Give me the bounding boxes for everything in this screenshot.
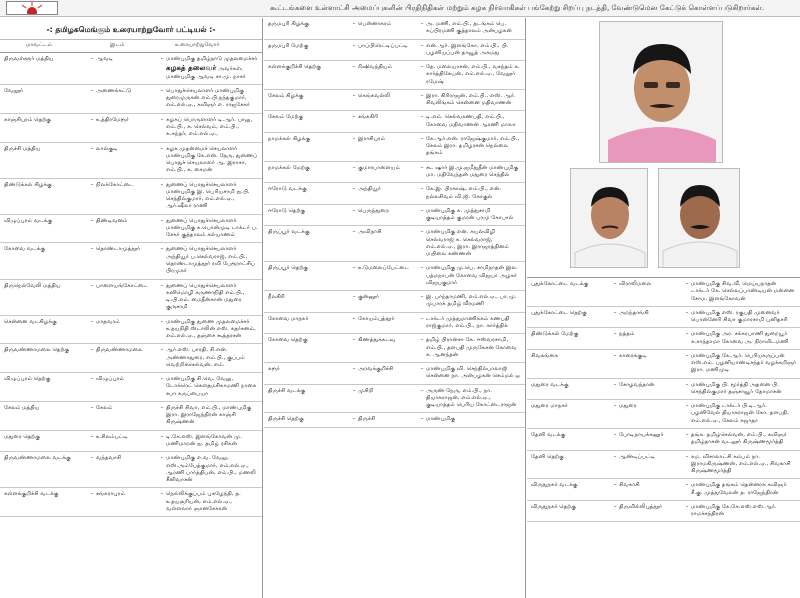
district-name: தருமபுரி கிழக்கு xyxy=(268,21,309,27)
place-name: விராலிமலை xyxy=(619,281,652,287)
district-name: திருவள்ளூர் மத்திய xyxy=(4,56,54,63)
separator-dash: – xyxy=(613,281,617,287)
place-name: போடிநாயக்கனூர் xyxy=(619,431,664,438)
separator-dash: – xyxy=(160,347,164,354)
separator-dash: – xyxy=(613,482,617,489)
table-row xyxy=(0,402,262,431)
separator-dash: – xyxy=(685,431,689,438)
table-header xyxy=(0,40,262,53)
separator-dash: – xyxy=(420,265,424,272)
speaker-names: கழகப் பொருளாளர் டி.ஆர். பாலு, எம்.பி., க. செல்வம், எம்.பி., க.சுந்தர், எம்.எல்.ஏ., xyxy=(166,116,253,138)
place-name: அறந்தாங்கி xyxy=(619,309,649,316)
separator-dash: – xyxy=(90,455,94,462)
speaker-names: திருச்சி சிவா, எம்.பி., மாண்புமிகு இரா. இராஜேந்திரன் காஞ்சி கிருஷ்ணன் xyxy=(166,404,252,426)
district-name: திருவண்ணாமலை வடக்கு xyxy=(4,455,71,462)
table-row xyxy=(527,328,800,350)
separator-dash: – xyxy=(352,207,356,214)
place-name: இராசிபுரம் xyxy=(358,135,386,142)
place-name: திருவில்லிபுத்தூர் xyxy=(619,503,663,510)
district-name: திருச்சி மத்திய xyxy=(4,145,41,152)
place-name: காரைக்குடி xyxy=(619,352,647,359)
district-name: காஞ்சிபுரம் தெற்கு xyxy=(4,116,51,123)
table-row xyxy=(0,243,262,279)
separator-dash: – xyxy=(160,181,164,188)
district-name: நாமக்கல் மேற்கு xyxy=(268,164,310,171)
separator-dash: – xyxy=(685,503,689,510)
separator-dash: – xyxy=(613,431,617,438)
district-name: திருச்சி வடக்கு xyxy=(268,387,306,394)
separator-dash: – xyxy=(420,294,424,301)
speaker-names: நெல்லிக்குப்பம் புகழேந்தி, த. உதயசூரியன், எம்.எல்.ஏ., வள்ளலார் ஞானசேகரன் xyxy=(166,491,241,512)
place-name: வந்தவாசி xyxy=(96,455,122,462)
speaker-names: டாக்டர் முத்துமாணிக்கம் கணபதி ராஜ்குமார், எம்.பி., நா. கார்த்திக் xyxy=(426,315,510,329)
place-name: அரவக்குறிச்சி xyxy=(358,366,394,373)
place-name: சங்ககிரி xyxy=(358,114,379,121)
place-name: திண்டிவனம் xyxy=(96,217,128,224)
col2-rows xyxy=(264,18,525,428)
place-name: உடுமலைப்பேட்டை xyxy=(358,265,409,272)
speaker-names: துணைப் பொதுச்செயலாளர் அந்தியூர் ப.செல்வராஜ், எம்.பி., தொண்டாமுத்தூர் ரவி பேரூராட்சிப் பிரமுகர் xyxy=(166,246,256,275)
place-name: அவிநாசி xyxy=(358,229,382,236)
table-row xyxy=(264,40,525,62)
place-name: சோழவந்தான் xyxy=(619,381,655,388)
separator-dash: – xyxy=(352,42,356,49)
table-row xyxy=(0,215,262,244)
district-name: திண்டுக்கல் கிழக்கு xyxy=(4,181,52,188)
separator-dash: – xyxy=(352,366,356,373)
table-row xyxy=(527,278,800,307)
district-name: நாமக்கல் கிழக்கு xyxy=(268,135,311,142)
place-name: அந்தியூர் xyxy=(358,186,381,193)
place-name: சங்கராபுரம் xyxy=(96,491,125,498)
separator-dash: – xyxy=(160,433,164,440)
district-name: மதுரை வடக்கு xyxy=(531,381,569,388)
separator-dash: – xyxy=(685,352,689,359)
table-row xyxy=(527,307,800,329)
speaker-names: மாண்புமிகு பி. மூர்த்தி அதனை பி. செந்தில்குமார் தஞ்சாவூர் தோமாசன் xyxy=(691,381,782,395)
separator-dash: – xyxy=(352,64,356,71)
separator-dash: – xyxy=(90,491,94,498)
speaker-names: மாண்புமிகு தங்கம் தென்னரசு கவிஞர் சீ.கு. முத்துவேலன் த. ராஜேந்திரன் xyxy=(691,482,787,496)
district-name: தேனி வடக்கு xyxy=(531,431,566,438)
separator-dash: – xyxy=(160,145,164,152)
speaker-names: ஆர்.எஸ். பாரதி, சி.என். அண்ணாதுரை, எம்.பி., குப்பம் வெற்றிச்செல்வன், எம். xyxy=(166,347,245,368)
place-name: அணைக்கட்டு xyxy=(96,87,132,94)
speaker-names: டி.கே.எஸ். இளங்கோவன் மு. மணிமாறன் ஐ. தமிழ் ரசிகன் xyxy=(166,433,242,448)
speaker-names: தங்க. தமிழ்செல்வன், எம்.பி., கவிஞர் தமிழ்தாசன் வடலூர் கிருஷ்ணமூர்த்தி xyxy=(691,431,787,446)
separator-dash: – xyxy=(420,337,424,344)
speaker-names: துணைப் பொதுச்செயலாளர் மாண்புமிகு க.பொன்முடி டாக்டர் ப. சேகர் குத்தாலம் கல்யாணம் xyxy=(166,217,258,239)
banner-text: கூட்டங்களை உள்ளாட்சி அமைப்புகளின் பிரதிநிதிகள் மற்றும் கழக நிர்வாகிகள் பங்கேற்று சிறப்பு நடத்தி, வேண்டுமென கேட்டுக் கொள்ளப்படுகிறார்கள். xyxy=(270,3,765,12)
table-row xyxy=(0,85,262,114)
place-name: கெங்கவல்லி xyxy=(358,92,391,99)
header-district: மாவட்டம் xyxy=(26,41,53,48)
district-name: புதுக்கோட்டை வடக்கு xyxy=(531,281,589,287)
separator-dash: – xyxy=(420,21,424,27)
speaker-names: தமிழ் பிரான்சா கே. ஈஸ்வரசாமி, எம்.பி., தளபதி முருகேசன் கோவை க. ஆனந்தன் xyxy=(426,337,517,358)
table-row xyxy=(264,205,525,227)
separator-dash: – xyxy=(685,403,689,410)
district-name: சிவகங்கை xyxy=(531,352,559,359)
table-row xyxy=(264,291,525,313)
table-row xyxy=(0,452,262,488)
district-name: கோவை தெற்கு xyxy=(268,337,308,344)
separator-dash: – xyxy=(160,56,164,63)
separator-dash: – xyxy=(352,92,356,99)
col1-rows xyxy=(0,53,262,517)
speakers-column-1 xyxy=(0,18,263,598)
district-name: கள்ளக்குறிச்சி வடக்கு xyxy=(4,491,59,498)
speaker-names: மாண்புமிகு xyxy=(426,416,456,423)
district-name: திருப்பூர் வடக்கு xyxy=(268,229,310,236)
sun-emblem-icon xyxy=(7,2,57,14)
speaker-names: இ. பாந்தாமணி, எம்.எல்.ஏ., பா.மு. முபாரக் தமிழ் வீரமணி xyxy=(426,294,517,308)
speaker-names: மாண்புமிகு கே.கே.எஸ்.எஸ்.ஆர். ராமச்சந்திரன் xyxy=(691,503,777,518)
speaker-names: அருண் நேரு, எம்.பி., நா. தியாகராஜன், எம்.எல்.ஏ., குடியாத்தம் பெரிய கோட்டைராஜன் xyxy=(426,387,517,409)
separator-dash: – xyxy=(420,315,424,322)
place-name: நத்தம் xyxy=(619,331,635,338)
place-name: மாதவரம் xyxy=(96,318,120,325)
speaker-names: இரா. கிரிராஜன், எம்.பி., எஸ். ஆர். சிவலிங்கம் சென்னை மதிவாணன் xyxy=(426,92,516,107)
separator-dash: – xyxy=(613,381,617,388)
district-name: கோவை வடக்கு xyxy=(4,246,46,253)
district-name: திருவண்ணாமலை தெற்கு xyxy=(4,347,70,354)
separator-dash: – xyxy=(420,229,424,236)
separator-dash: – xyxy=(352,315,356,322)
speaker-names: மாண்புமிகு எ.வ. வேலு, எஸ்.அம்பேத்குமார், எம்.எல்.ஏ., ஆரணி பார்த்திபன், எம்.பி., மணலி சீனிவாசன் xyxy=(166,455,256,484)
separator-dash: – xyxy=(90,347,94,354)
district-name: ஈரோடு வடக்கு xyxy=(268,186,307,193)
speaker-names: பொதுச்செயலாளர் மாண்புமிகு துரைமுருகன் எம்.பி.நந்தகுமார், எம்.எல்.ஏ., கவிஞர் எ. ராஜசேகர் xyxy=(166,87,250,109)
separator-dash: – xyxy=(160,455,164,462)
separator-dash: – xyxy=(685,381,689,388)
place-name: குன்னூர் xyxy=(358,294,379,301)
place-name: கிணத்துக்கடவு xyxy=(358,337,396,344)
separator-dash: – xyxy=(613,453,617,460)
separator-dash: – xyxy=(613,503,617,510)
separator-dash: – xyxy=(420,114,424,121)
speaker-names: கம. விசாலாட்சி கம்பம் நா. இராமகிருஷ்ணன், எம்.எல்.ஏ., சிவகாசி கிருஷ்ணமூர்த்தி xyxy=(691,453,791,475)
district-name: சேலம் கிழக்கு xyxy=(268,92,304,99)
place-name: ஆவடி xyxy=(96,56,113,63)
speaker-names: கூ. ஷார் இ.மு.ஜமீதுதீன் மாண்புமிகு மா. மதிவேந்தன் மதுரை செந்தில் xyxy=(426,164,519,178)
separator-dash: – xyxy=(685,453,689,460)
district-name: விழுப்புரம் வடக்கு xyxy=(4,217,53,224)
speaker-names: மாண்புமிகு கே.ஆர். பெரியகருப்பன் எஸ்.எம். பழனியாண்டிசந்தர் வழக்கறிஞர் இரா. மணிமுடி xyxy=(691,352,797,374)
table-row xyxy=(0,373,262,402)
speaker-names: மாண்புமிகு துணை முதலமைச்சர் உதயநிதி ஸ்டாலின் எஸ். சுதர்சனம், எம்.எல்.ஏ., தஞ்சை கூத்தரசன் xyxy=(166,318,256,340)
separator-dash: – xyxy=(90,246,94,253)
table-row xyxy=(527,429,800,451)
separator-dash: – xyxy=(90,116,94,123)
speaker-names: என்.ஆர். இளங்கோ, எம்.பி., பி. பழனியப்பன் தாவூத் அகமது xyxy=(426,42,509,56)
table-row xyxy=(264,226,525,262)
separator-dash: – xyxy=(352,337,356,344)
separator-dash: – xyxy=(613,309,617,316)
district-name: சென்னை வடகிழக்கு xyxy=(4,318,57,325)
speaker-names: மாண்புமிகு சு. முத்துசாமி குடியாத்தம் குமரன் பரமு கோபால் xyxy=(426,207,514,222)
district-name: மதுரை தெற்கு xyxy=(4,433,41,440)
district-name: விருதுநகர் வடக்கு xyxy=(531,482,578,489)
separator-dash: – xyxy=(160,87,164,94)
table-row xyxy=(264,413,525,427)
place-name: உசிலம்பட்டி xyxy=(96,433,128,440)
speaker-names: மாண்புமிகு வி. செந்தில்பாலாஜி சென்னை நா. அன்பழகன் செம்மல் ஒ xyxy=(426,366,521,380)
speaker-names: மாண்புமிகு மு.பெ. சாமிநாதன் இல. பத்மநாபன் கோவை விஜயா அழகர் விஜயகுமார் xyxy=(426,265,518,286)
separator-dash: – xyxy=(420,366,424,373)
list-title: -: தமிழகமெங்கும் உரையாற்றுவோர் பட்டியல் :- xyxy=(0,18,262,40)
place-name: மதுரை xyxy=(619,403,637,410)
separator-dash: – xyxy=(160,404,164,411)
separator-dash: – xyxy=(160,318,164,325)
separator-dash: – xyxy=(90,318,94,325)
table-row xyxy=(0,53,262,85)
district-name: கரூர் xyxy=(268,366,280,373)
separator-dash: – xyxy=(90,433,94,440)
place-name: பென்னாகரம் xyxy=(358,21,392,27)
speaker-names: மாண்புமிகு டாக்டர் பி.டி.ஆர். பழனிவேல் தியாகராஜன் கோ. தளபதி, எம்.எல்.ஏ., சேலம் சுஜாதா xyxy=(691,403,789,424)
district-name: திண்டுக்கல் மேற்கு xyxy=(531,331,579,338)
header-place: இடம் xyxy=(110,41,125,48)
separator-dash: – xyxy=(685,482,689,489)
separator-dash: – xyxy=(352,135,356,142)
separator-dash: – xyxy=(90,56,94,63)
table-row xyxy=(0,179,262,215)
speaker-names: கே.ஆர்.என். ராஜேஷ்குமார், எம்.பி., சேலம் இரா. தமிழரசன் நெல்லை தங்கம் xyxy=(426,135,520,157)
table-row xyxy=(527,451,800,480)
table-row xyxy=(264,385,525,414)
separator-dash: – xyxy=(420,164,424,171)
table-row xyxy=(527,350,800,379)
top-banner xyxy=(0,0,800,17)
table-row xyxy=(0,143,262,179)
place-name: விழுப்புரம் xyxy=(96,376,125,383)
place-name: லால்குடி xyxy=(96,145,118,152)
separator-dash: – xyxy=(90,145,94,152)
table-row xyxy=(264,111,525,133)
separator-dash: – xyxy=(685,309,689,316)
table-row xyxy=(0,280,262,316)
speaker-names: மாண்புமிகு சி.வெ. வேலு, டோக்ரெட் கௌதமசிகாமணி நாகை சபா கருப்பையா xyxy=(166,376,257,397)
table-row xyxy=(527,400,800,429)
speaker-names: மாண்புமிகு எஸ். ரகுபதி முனைவர் பொன்னேரி சிவா குமாரசாமி புனிதசரி xyxy=(691,309,788,324)
separator-dash: – xyxy=(352,294,356,301)
leaders-photo-area xyxy=(527,18,800,278)
district-name: விருதுநகர் தெற்கு xyxy=(531,503,577,510)
separator-dash: – xyxy=(613,403,617,410)
separator-dash: – xyxy=(90,404,94,411)
place-name: முசிறி xyxy=(358,387,374,394)
separator-dash: – xyxy=(160,217,164,224)
table-row xyxy=(0,431,262,453)
table-row xyxy=(264,262,525,291)
leader-portrait-main xyxy=(599,21,723,163)
separator-dash: – xyxy=(90,181,94,188)
separator-dash: – xyxy=(352,387,356,394)
separator-dash: – xyxy=(352,229,356,236)
leader-portrait-left xyxy=(570,168,648,268)
separator-dash: – xyxy=(420,207,424,214)
separator-dash: – xyxy=(420,64,424,71)
separator-dash: – xyxy=(685,281,689,287)
speaker-names: கே.இ. பிரகாஷ், எம்.பி., என். நல்லசிவம் வி.ஜி. கோகுல் xyxy=(426,186,502,200)
place-name: திருச்சி xyxy=(358,416,376,423)
separator-dash: – xyxy=(160,246,164,253)
separator-dash: – xyxy=(613,331,617,338)
district-name: கோவை மாநகர் xyxy=(268,315,309,322)
header-speakers: உரையாற்றுவோர் xyxy=(175,41,220,48)
district-name: தருமபுரி மேற்கு xyxy=(268,42,309,49)
speaker-names: கழக முதன்மைச் செயலாளர் மாண்புமிகு கே.என். நேரு, துணைப் பொதுச் செயலாளர் ஆ. இராசா, எம்.பி., க. சைமன் xyxy=(166,145,258,174)
speaker-names: அ. மணி, எம்.பி., தடங்கம் பெ. சுப்பிரமணி குத்தாலம் அன்பழகன் xyxy=(426,21,512,35)
separator-dash: – xyxy=(90,217,94,224)
leader-portrait-right xyxy=(658,168,740,268)
place-name: திருவண்ணாமலை xyxy=(96,347,143,354)
separator-dash: – xyxy=(420,416,424,423)
table-row xyxy=(0,316,262,345)
speakers-column-3 xyxy=(527,18,800,598)
separator-dash: – xyxy=(160,116,164,123)
separator-dash: – xyxy=(420,186,424,193)
separator-dash: – xyxy=(352,416,356,423)
place-name: சிவகாசி xyxy=(619,482,640,489)
place-name: பெருந்துறை xyxy=(358,207,390,214)
separator-dash: – xyxy=(90,376,94,383)
separator-dash: – xyxy=(352,164,356,171)
table-row xyxy=(0,114,262,143)
table-row xyxy=(264,183,525,205)
district-name: நீலகிரி xyxy=(268,294,285,301)
table-row xyxy=(264,313,525,335)
district-name: மதுரை மாநகர் xyxy=(531,403,568,410)
district-name: கள்ளக்குறிச்சி தெற்கு xyxy=(268,64,322,71)
place-name: நிலக்கோட்டை xyxy=(96,181,134,188)
separator-dash: – xyxy=(352,186,356,193)
party-logo xyxy=(6,1,58,15)
place-name: ரிஷிவந்தியம் xyxy=(358,64,393,71)
place-name: கோயம்புத்தூர் xyxy=(358,315,395,322)
place-name: தொண்டாமுத்தூர் xyxy=(96,246,141,253)
table-row xyxy=(0,344,262,373)
table-row xyxy=(527,379,800,401)
district-name: திருச்சி தெற்கு xyxy=(268,416,304,423)
district-name: விழுப்புரம் தெற்கு xyxy=(4,376,51,383)
district-name: சேலம் மேற்கு xyxy=(268,114,304,121)
table-row xyxy=(264,18,525,40)
table-row xyxy=(264,162,525,184)
speaker-prefix: மாண்புமிகு தமிழ்நாடு முதலமைச்சர் xyxy=(166,56,258,63)
separator-dash: – xyxy=(685,331,689,338)
district-name: புதுக்கோட்டை தெற்கு xyxy=(531,309,587,316)
speaker-names: மாண்புமிகு என். கயல்விழி செல்வராஜ் க. செல்வராஜ், எம்.எல்.ஏ., இரா. இராஜரத்தினம் மயிலை கண்ணன் xyxy=(426,229,509,258)
district-name: வேலூர் xyxy=(4,87,24,94)
separator-dash: – xyxy=(160,491,164,498)
district-name: சேலம் மத்திய xyxy=(4,404,40,411)
speaker-names: மாண்புமிகு அர. சக்கரபாணி துறையூர் சு.சாந்தாமா கோவை அ. நிராவிடமணி xyxy=(691,331,789,345)
table-row xyxy=(527,479,800,501)
table-row xyxy=(264,363,525,385)
place-name: பாப்பிரெட்டிப்பட்டி xyxy=(358,42,408,49)
separator-dash: – xyxy=(90,87,94,94)
table-row xyxy=(264,61,525,90)
separator-dash: – xyxy=(420,92,424,99)
district-name: தேனி தெற்கு xyxy=(531,453,564,460)
district-name: திருநெல்வேலி மத்திய xyxy=(4,282,61,289)
separator-dash: – xyxy=(90,282,94,289)
district-name: திருப்பூர் தெற்கு xyxy=(268,265,309,272)
speaker-highlight: கழகத் தலைவர் xyxy=(166,63,217,73)
place-name: சேலம் xyxy=(96,404,113,411)
speaker-names: துணைப் பொதுச்செயலாளர் கனிமொழி கருணாநிதி எம்.பி., டி.பி.எம். மைதீன்கான் மதுரை குருசாமி xyxy=(166,282,245,311)
separator-dash: – xyxy=(160,282,164,289)
district-name: ஈரோடு தெற்கு xyxy=(268,207,306,214)
separator-dash: – xyxy=(352,114,356,121)
table-row xyxy=(264,133,525,162)
table-row xyxy=(264,90,525,112)
separator-dash: – xyxy=(420,42,424,49)
col3-rows xyxy=(527,278,800,522)
speaker-names: தே. மலையரசன், எம்.பி., வசந்தம் க. கார்த்திகேயன், எம்.எல்.ஏ., வேலூர் ரமேஷ் xyxy=(426,64,520,85)
speaker-names xyxy=(166,56,258,81)
table-row xyxy=(527,501,800,523)
separator-dash: – xyxy=(420,387,424,394)
separator-dash: – xyxy=(352,21,356,27)
speakers-column-2 xyxy=(264,18,526,598)
speaker-names: டி.எம். செல்வகணபதி, எம்.பி., கோவை மதிவாணன் ஆரணி மாலா xyxy=(426,114,516,128)
speaker-suffix: அவர்கள், மாண்புமிகு ஆவடி சா.மு. நாசர் xyxy=(166,66,246,80)
separator-dash: – xyxy=(160,376,164,383)
place-name: உத்திரமேரூர் xyxy=(96,116,129,123)
speaker-names: மாண்புமிகு சிவ.வீ. மெய்யநாதன் டாக்டர் கே. செல்லப்பாண்டியன் மன்னை சோம. இளங்கோவன் xyxy=(691,281,795,302)
place-name: குமாரபாளையம் xyxy=(358,164,400,171)
place-name: பாளையங்கோட்டை xyxy=(96,282,148,289)
table-row xyxy=(264,334,525,363)
speaker-names: துணைப் பொதுச்செயலாளர் மாண்புமிகு இ. பெரியசாமி ஐ.பி. செந்தில்குமார், எம்.எல்.ஏ., ஆர்.ஷீலா ராணி xyxy=(166,181,250,210)
separator-dash: – xyxy=(613,352,617,359)
separator-dash: – xyxy=(420,135,424,142)
place-name: ஆண்டிப்பட்டி xyxy=(619,453,655,460)
separator-dash: – xyxy=(352,265,356,272)
table-row xyxy=(0,488,262,517)
